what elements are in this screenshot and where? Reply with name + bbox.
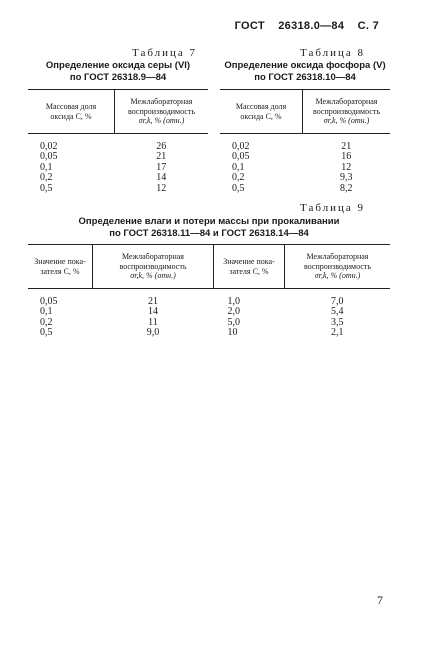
table-row xyxy=(220,152,390,163)
table9-cell: 1,0 xyxy=(227,295,240,307)
table9-cell: 0,2 xyxy=(40,316,53,328)
table8-cell: 12 xyxy=(341,161,352,173)
table9-col2-line1: Межлабораторная xyxy=(122,252,184,262)
table8-cell: 8,2 xyxy=(340,182,353,194)
table7-col1-line1: Массовая доля xyxy=(45,102,97,111)
table-row xyxy=(28,184,208,195)
table8-title xyxy=(220,60,390,84)
header-page: С. 7 xyxy=(357,20,379,32)
table7-cell: 0,05 xyxy=(40,151,58,162)
table9-cell: 0,05 xyxy=(40,295,58,307)
table9-col3-header xyxy=(214,245,285,289)
table-row xyxy=(28,152,208,163)
table9-col1-line2: зателя C, % xyxy=(40,266,80,276)
table9-col4-line3: σr,k, % (отн.) xyxy=(314,271,361,281)
table8-col1-line2: оксида C, % xyxy=(240,111,282,121)
table7-cell: 26 xyxy=(156,140,167,152)
table7-col2-line2: воспроизводимость xyxy=(128,106,195,116)
table8-col1-header xyxy=(220,90,303,134)
table8-cell: 0,5 xyxy=(232,182,245,194)
table9-label: Таблица 9 xyxy=(300,202,366,214)
table9-col2-header xyxy=(93,245,214,289)
table9-cell: 5,0 xyxy=(227,316,240,328)
table7-col1-header xyxy=(28,90,115,134)
table8-title-line1: Определение оксида фосфора (V) xyxy=(224,60,386,71)
header-gost: ГОСТ xyxy=(234,20,265,32)
table8-col2-line1: Межлабораторная xyxy=(315,97,378,107)
table7-cell: 0,02 xyxy=(40,140,58,152)
table9-cell: 7,0 xyxy=(331,295,344,307)
table8-col2-line3: σr,k, % (отн.) xyxy=(323,116,370,126)
table8-col2-line2: воспроизводимость xyxy=(313,106,380,116)
table8-title-line2: по ГОСТ 26318.10—84 xyxy=(254,72,356,83)
table9-col4-line2: воспроизводимость xyxy=(304,261,371,271)
table9-col1-line1: Значение пока- xyxy=(34,257,86,266)
table9-col4-header xyxy=(285,245,391,289)
table7-col1-line2: оксида C, % xyxy=(50,111,92,121)
table-row xyxy=(28,163,208,174)
table7-cell: 12 xyxy=(156,182,167,194)
table9-cell: 2,0 xyxy=(227,306,240,317)
table9-title-line1: Определение влаги и потери массы при прокаливании xyxy=(78,216,340,227)
table9 xyxy=(28,244,390,339)
table9-col3-line1: Значение пока- xyxy=(223,257,275,266)
table-row xyxy=(28,328,390,339)
table-row xyxy=(220,163,390,174)
table9-cell: 2,1 xyxy=(331,327,344,338)
table9-cell: 10 xyxy=(227,327,238,338)
table7-col2-header xyxy=(115,90,209,134)
table7-cell: 17 xyxy=(156,161,167,173)
table9-col4-line1: Межлабораторная xyxy=(306,252,369,262)
table8-label: Таблица 8 xyxy=(300,47,366,59)
table9-title xyxy=(28,216,390,240)
table9-col2-line3: σr,k, % (отн.) xyxy=(130,271,176,281)
table7-cell: 0,5 xyxy=(40,182,53,194)
table8-col1-line1: Массовая доля xyxy=(235,102,287,111)
table8-cell: 0,2 xyxy=(232,172,245,183)
table9-col3-line2: зателя C, % xyxy=(229,266,269,276)
table9-cell: 14 xyxy=(148,306,158,317)
page-number: 7 xyxy=(377,593,383,607)
table7-col2-line3: σr,k, % (отн.) xyxy=(138,116,185,126)
table9-cell: 3,5 xyxy=(331,316,344,328)
table-row xyxy=(220,173,390,184)
table7-cell: 0,1 xyxy=(40,161,53,173)
table9-cell: 0,1 xyxy=(40,306,53,317)
table8-cell: 0,1 xyxy=(232,161,245,173)
table8-cell: 21 xyxy=(341,140,352,152)
table7-title-line2: по ГОСТ 26318.9—84 xyxy=(69,72,167,83)
table7-label: Таблица 7 xyxy=(132,47,198,59)
table9-cell: 9,0 xyxy=(146,327,160,338)
table9-col1-header xyxy=(28,245,93,289)
table7-title xyxy=(28,60,208,84)
table-row xyxy=(220,184,390,195)
table9-cell: 0,5 xyxy=(40,327,53,338)
header-code: 26318.0—84 xyxy=(278,20,345,32)
table9-col2-line2: воспроизводимость xyxy=(119,261,187,271)
table9-cell: 5,4 xyxy=(331,306,344,317)
table8-cell: 9,3 xyxy=(340,172,353,183)
table-row xyxy=(28,173,208,184)
table7-cell: 14 xyxy=(156,172,167,183)
table8-cell: 0,02 xyxy=(232,140,250,152)
table-row xyxy=(28,307,390,318)
table7-cell: 21 xyxy=(156,151,167,162)
table9-cell: 21 xyxy=(148,295,158,307)
table8-cell: 0,05 xyxy=(232,151,250,162)
table9-cell: 11 xyxy=(148,316,158,328)
page-header xyxy=(225,20,379,32)
table8-col2-header xyxy=(303,90,391,134)
table9-title-line2: по ГОСТ 26318.11—84 и ГОСТ 26318.14—84 xyxy=(109,228,309,239)
table8 xyxy=(220,89,390,194)
table7-cell: 0,2 xyxy=(40,172,53,183)
table7-title-line1: Определение оксида серы (VI) xyxy=(45,60,191,71)
table7-col2-line1: Межлабораторная xyxy=(130,97,193,107)
table7 xyxy=(28,89,208,194)
table8-cell: 16 xyxy=(341,151,352,162)
